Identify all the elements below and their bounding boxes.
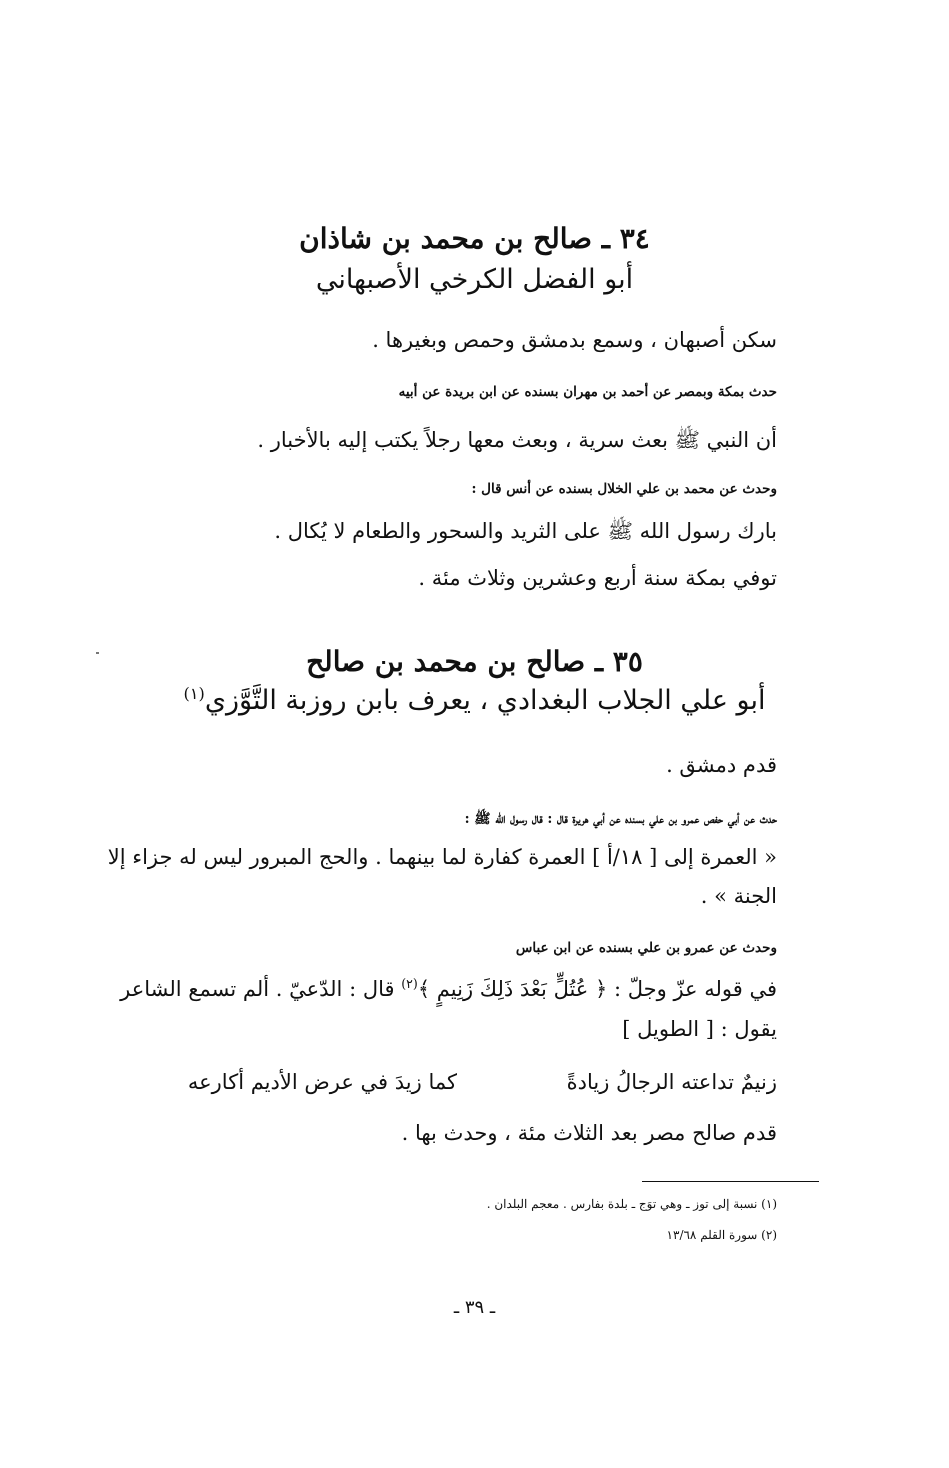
- entry-35-isnad-2: وحدث عن عمرو بن علي بسنده عن ابن عباس: [515, 940, 777, 956]
- footnote-2: (٢) سورة القلم ١٣/٦٨: [666, 1228, 777, 1242]
- verse-first-hemistich: زنيمٌ تداعته الرجالُ زيادةً: [566, 1070, 777, 1094]
- tafsir-quran-text: في قوله عزّ وجلّ : ﴿ عُتُلٍّ بَعْدَ ذَلِكَ زَنِيمٍ ﴾: [417, 977, 777, 1001]
- entry-34-isnad-1: حدث بمكة وبمصر عن أحمد بن مهران بسنده عن ابن بريدة عن أبيه: [398, 384, 777, 400]
- entry-35-subtitle: [0, 684, 949, 716]
- entry-34-hadith-2: بارك رسول الله ﷺ على الثريد والسحور والطعام لا يُكال .: [274, 519, 777, 543]
- entry-34-hadith-1: أن النبي ﷺ بعث سرية ، وبعث معها رجلاً يكتب إليه بالأخبار .: [257, 428, 777, 452]
- entry-34-subtitle: أبو الفضل الكرخي الأصبهاني: [315, 264, 634, 295]
- footnote-ref-1: (١): [183, 684, 205, 703]
- entry-35-tafsir-line-1: [120, 976, 777, 1001]
- entry-34-death: توفي بمكة سنة أربع وعشرين وثلاث مئة .: [418, 566, 777, 590]
- entry-35-closing: قدم صالح مصر بعد الثلاث مئة ، وحدث بها .: [401, 1121, 777, 1145]
- entry-35-arrival: قدم دمشق .: [666, 753, 777, 777]
- entry-35-hadith-1-line-2: الجنة » .: [700, 884, 777, 908]
- verse-second-hemistich: كما زيدَ في عرض الأديم أكارعه: [187, 1070, 457, 1094]
- entry-34-title: ٣٤ ـ صالح بن محمد بن شاذان: [299, 222, 650, 255]
- footnote-separator: [642, 1181, 819, 1182]
- footnote-ref-2: (٢): [401, 976, 418, 991]
- entry-35-subtitle-text: أبو علي الجلاب البغدادي ، يعرف بابن روزبة التَّوَّزي: [204, 685, 766, 716]
- footnote-1: (١) نسبة إلى توز ـ وهي توَج ـ بلدة بفارس . معجم البلدان .: [486, 1197, 777, 1211]
- entry-34-isnad-2: وحدث عن محمد بن علي الخلال بسنده عن أنس قال :: [471, 481, 777, 497]
- tafsir-explanation: قال : الدّعيّ . ألم تسمع الشاعر: [120, 977, 402, 1001]
- entry-35-tafsir-line-2: يقول : [ الطويل ]: [622, 1017, 777, 1041]
- entry-35-hadith-1-line-1: « العمرة إلى [ ١٨/أ ] العمرة كفارة لما بينهما . والحج المبرور ليس له جزاء إلا: [107, 845, 777, 869]
- entry-35-title: ٣٥ ـ صالح بن محمد بن صالح: [306, 645, 643, 678]
- entry-34-residence: سكن أصبهان ، وسمع بدمشق وحمص وبغيرها .: [372, 328, 777, 352]
- page-number: ـ ٣٩ ـ: [453, 1297, 496, 1318]
- entry-35-isnad-1: حدث عن أبي حفص عمرو بن علي بسنده عن أبي هريرة قال : قال رسول الله ﷺ :: [464, 811, 777, 827]
